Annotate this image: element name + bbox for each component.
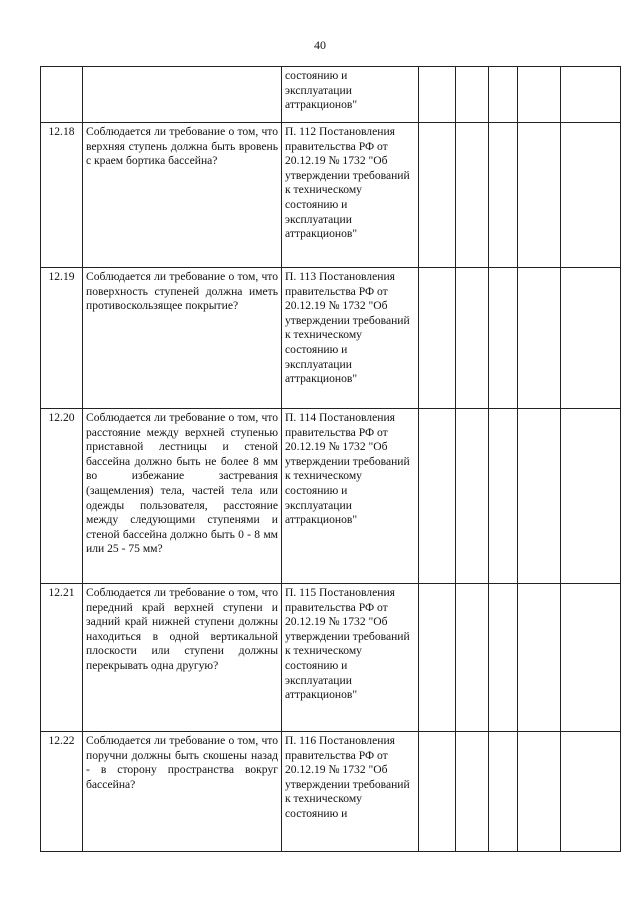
answer-cell bbox=[419, 67, 456, 123]
answer-cell bbox=[489, 732, 518, 852]
answer-cell bbox=[456, 732, 489, 852]
row-question: Соблюдается ли требование о том, что поверхность ступеней должна иметь противоскользящее покрытие? bbox=[83, 268, 282, 409]
answer-cell bbox=[561, 409, 621, 584]
answer-cell bbox=[419, 732, 456, 852]
table-row bbox=[41, 732, 621, 852]
row-question: Соблюдается ли требование о том, что передний край верхней ступени и задний край нижней ступени должны находиться в одной вертикальной плоскости или ступени должны перекрывать одна другую? bbox=[83, 584, 282, 732]
answer-cell bbox=[456, 67, 489, 123]
answer-cell bbox=[456, 584, 489, 732]
answer-cell bbox=[456, 268, 489, 409]
answer-cell bbox=[518, 67, 561, 123]
row-question bbox=[83, 67, 282, 123]
table-row-continuation bbox=[41, 67, 621, 123]
answer-cell bbox=[518, 584, 561, 732]
table-row bbox=[41, 123, 621, 268]
row-number: 12.19 bbox=[41, 268, 83, 409]
answer-cell bbox=[561, 123, 621, 268]
answer-cell bbox=[561, 732, 621, 852]
row-question: Соблюдается ли требование о том, что поручни должны быть скошены назад - в сторону пространства вокруг бассейна? bbox=[83, 732, 282, 852]
answer-cell bbox=[419, 584, 456, 732]
answer-cell bbox=[489, 584, 518, 732]
table-row bbox=[41, 409, 621, 584]
answer-cell bbox=[518, 123, 561, 268]
table-row bbox=[41, 584, 621, 732]
table-row bbox=[41, 268, 621, 409]
row-number: 12.20 bbox=[41, 409, 83, 584]
answer-cell bbox=[489, 409, 518, 584]
answer-cell bbox=[489, 67, 518, 123]
answer-cell bbox=[561, 584, 621, 732]
row-reference: П. 112 Постановления правительства РФ от 20.12.19 № 1732 "Об утверждении требований к техническому состоянию и эксплуатации аттракционов" bbox=[282, 123, 419, 268]
answer-cell bbox=[419, 268, 456, 409]
row-reference: П. 115 Постановления правительства РФ от 20.12.19 № 1732 "Об утверждении требований к техническому состоянию и эксплуатации аттракционов" bbox=[282, 584, 419, 732]
answer-cell bbox=[518, 732, 561, 852]
answer-cell bbox=[419, 123, 456, 268]
row-reference: П. 116 Постановления правительства РФ от 20.12.19 № 1732 "Об утверждении требований к техническому состоянию и bbox=[282, 732, 419, 852]
answer-cell bbox=[456, 409, 489, 584]
page-number: 40 bbox=[314, 38, 326, 52]
row-number: 12.18 bbox=[41, 123, 83, 268]
row-reference: П. 113 Постановления правительства РФ от 20.12.19 № 1732 "Об утверждении требований к техническому состоянию и эксплуатации аттракционов" bbox=[282, 268, 419, 409]
answer-cell bbox=[419, 409, 456, 584]
answer-cell bbox=[561, 268, 621, 409]
row-question: Соблюдается ли требование о том, что верхняя ступень должна быть вровень с краем бортика бассейна? bbox=[83, 123, 282, 268]
row-reference: П. 114 Постановления правительства РФ от 20.12.19 № 1732 "Об утверждении требований к техническому состоянию и эксплуатации аттракционов" bbox=[282, 409, 419, 584]
row-number: 12.21 bbox=[41, 584, 83, 732]
row-question: Соблюдается ли требование о том, что расстояние между верхней ступенью приставной лестницы и стеной бассейна должно быть не более 8 мм во избежание застревания (защемления) тела, частей тела или одежды пользователя, расстояние между следующими ступенями и стеной бассейна должно быть 0 - 8 мм или 25 - 75 мм? bbox=[83, 409, 282, 584]
checklist-table bbox=[40, 66, 621, 852]
answer-cell bbox=[489, 123, 518, 268]
answer-cell bbox=[489, 268, 518, 409]
row-reference: состоянию и эксплуатации аттракционов" bbox=[282, 67, 419, 123]
answer-cell bbox=[518, 268, 561, 409]
answer-cell bbox=[456, 123, 489, 268]
row-number: 12.22 bbox=[41, 732, 83, 852]
row-number bbox=[41, 67, 83, 123]
answer-cell bbox=[561, 67, 621, 123]
answer-cell bbox=[518, 409, 561, 584]
